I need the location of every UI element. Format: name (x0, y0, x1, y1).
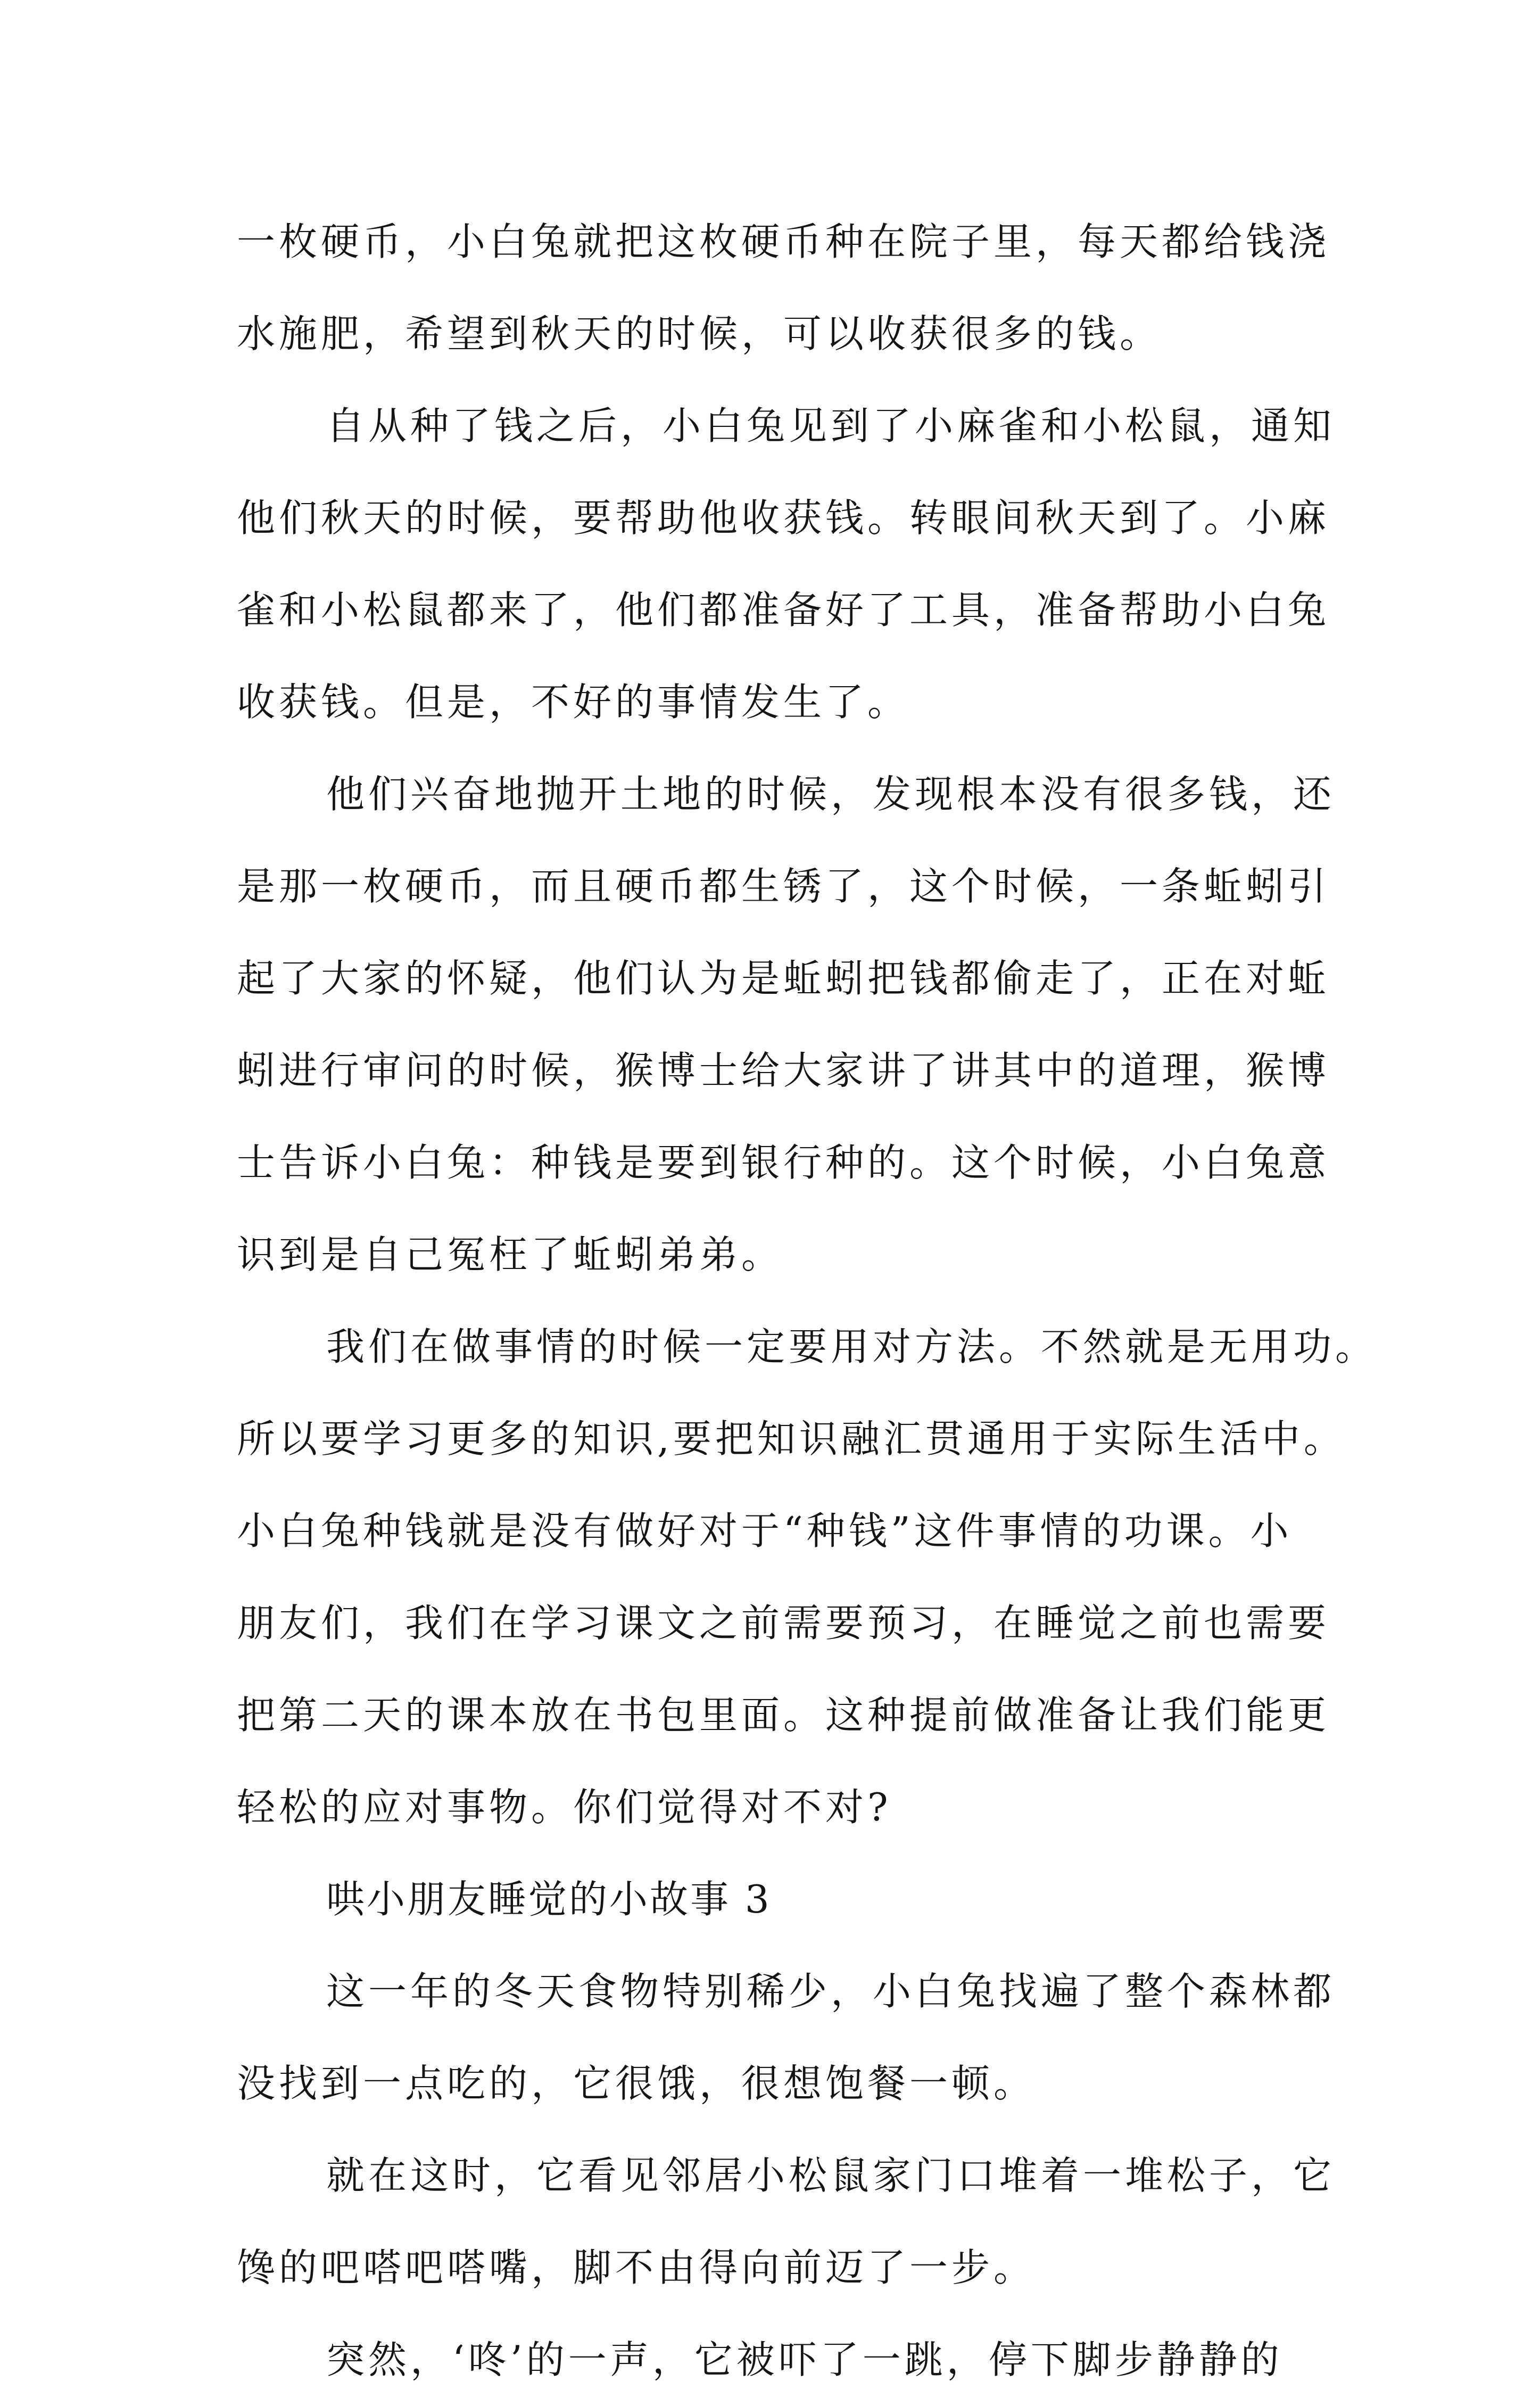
text-line: 是那一枚硬币，而且硬币都生锈了，这个时候，一条蚯蚓引 (237, 864, 1330, 909)
text-line: 朋友们，我们在学习课文之前需要预习，在睡觉之前也需要 (237, 1601, 1330, 1645)
text-line: 没找到一点吃的，它很饿，很想饱餐一顿。 (237, 2061, 1036, 2106)
paragraph-first-line: 他们兴奋地抛开土地的时候，发现根本没有很多钱，还 (326, 772, 1336, 817)
text-line: 水施肥，希望到秋天的时候，可以收获很多的钱。 (237, 311, 1162, 356)
text-line: 把第二天的课本放在书包里面。这种提前做准备让我们能更 (237, 1693, 1330, 1737)
text-line: 雀和小松鼠都来了，他们都准备好了工具，准备帮助小白兔 (237, 588, 1330, 632)
text-line: 所以要学习更多的知识,要把知识融汇贯通用于实际生活中。 (237, 1416, 1346, 1461)
paragraph-first-line: 我们在做事情的时候一定要用对方法。不然就是无用功。 (326, 1324, 1378, 1369)
text-line: 小白兔种钱就是没有做好对于“种钱”这件事情的功课。小 (237, 1509, 1293, 1553)
text-line: 起了大家的怀疑，他们认为是蚯蚓把钱都偷走了，正在对蚯 (237, 956, 1330, 1001)
text-line: 收获钱。但是，不好的事情发生了。 (237, 680, 910, 724)
text-line: 馋的吧嗒吧嗒嘴，脚不由得向前迈了一步。 (237, 2245, 1036, 2290)
paragraph-first-line: 就在这时，它看见邻居小松鼠家门口堆着一堆松子，它 (326, 2153, 1336, 2198)
section-heading: 哄小朋友睡觉的小故事 3 (326, 1877, 772, 1922)
text-line: 他们秋天的时候，要帮助他收获钱。转眼间秋天到了。小麻 (237, 496, 1330, 540)
text-line: 识到是自己冤枉了蚯蚓弟弟。 (237, 1232, 784, 1277)
text-line: 一枚硬币，小白兔就把这枚硬币种在院子里，每天都给钱浇 (237, 219, 1330, 264)
text-line: 轻松的应对事物。你们觉得对不对? (237, 1785, 892, 1830)
document-body (237, 196, 1378, 2406)
text-line: 士告诉小白兔：种钱是要到银行种的。这个时候，小白兔意 (237, 1140, 1330, 1185)
paragraph-first-line: 突然，‘咚’的一声，它被吓了一跳，停下脚步静静的 (326, 2337, 1283, 2382)
text-line: 蚓进行审问的时候，猴博士给大家讲了讲其中的道理，猴博 (237, 1048, 1330, 1093)
paragraph-first-line: 这一年的冬天食物特别稀少，小白兔找遍了整个森林都 (326, 1969, 1336, 2014)
paragraph-first-line: 自从种了钱之后，小白兔见到了小麻雀和小松鼠，通知 (326, 403, 1336, 448)
